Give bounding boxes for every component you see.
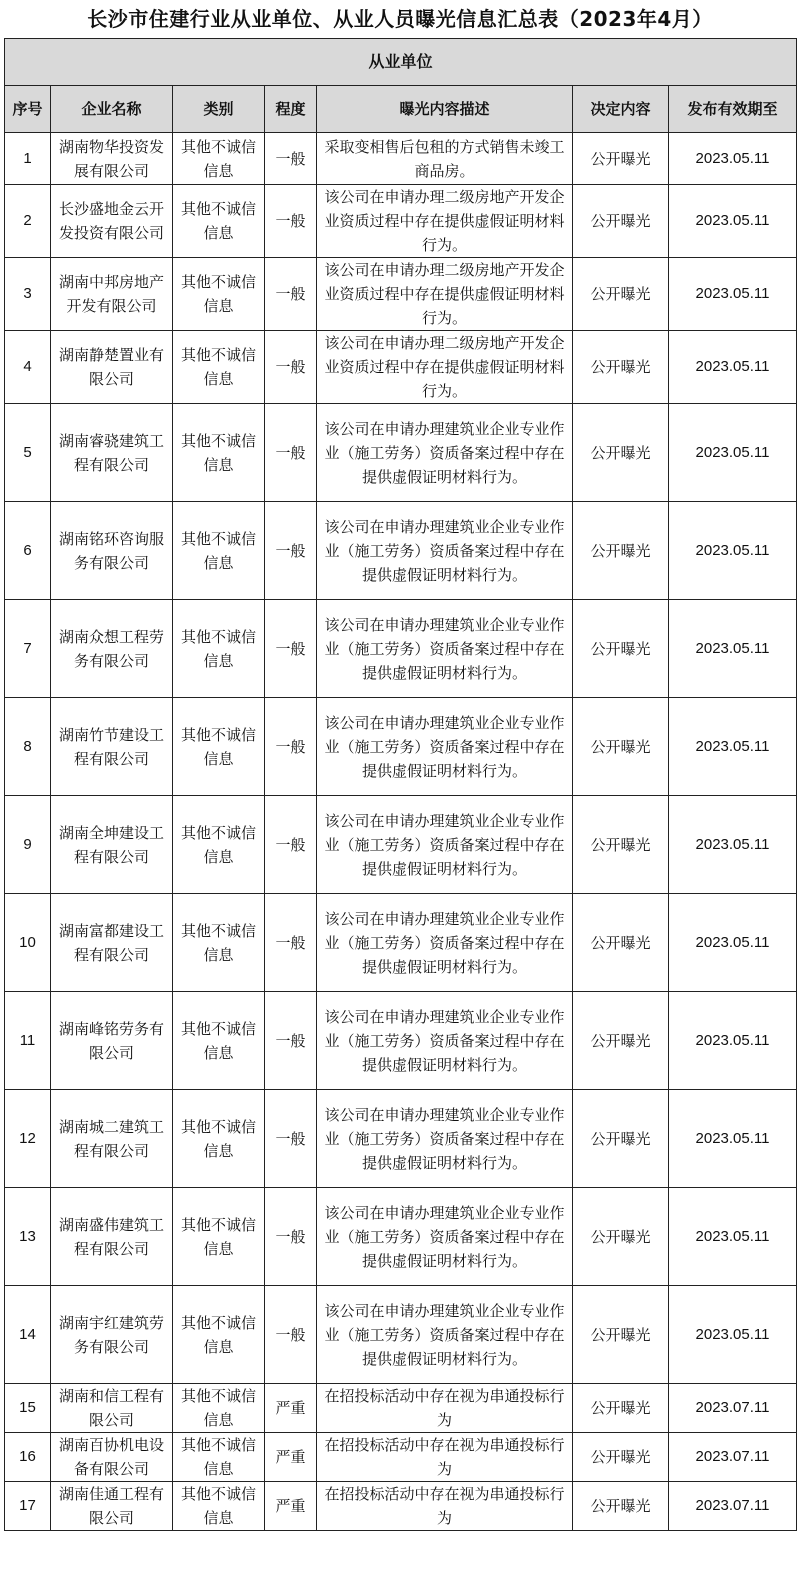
cell-decision: 公开曝光 bbox=[573, 502, 669, 600]
table-row bbox=[5, 1384, 797, 1433]
cell-degree: 一般 bbox=[265, 894, 317, 992]
cell-category: 其他不诚信信息 bbox=[173, 1482, 265, 1531]
exposure-table bbox=[4, 38, 797, 1531]
cell-index: 17 bbox=[5, 1482, 51, 1531]
document-title: 长沙市住建行业从业单位、从业人员曝光信息汇总表（2023年4月） bbox=[87, 7, 713, 31]
cell-category: 其他不诚信信息 bbox=[173, 331, 265, 404]
table-row bbox=[5, 258, 797, 331]
cell-valid-until: 2023.05.11 bbox=[669, 1286, 797, 1384]
cell-company: 湖南百协机电设备有限公司 bbox=[51, 1433, 173, 1482]
cell-description: 该公司在申请办理建筑业企业专业作业（施工劳务）资质备案过程中存在提供虚假证明材料行为。 bbox=[317, 1188, 573, 1286]
cell-degree: 一般 bbox=[265, 600, 317, 698]
cell-description: 该公司在申请办理建筑业企业专业作业（施工劳务）资质备案过程中存在提供虚假证明材料行为。 bbox=[317, 404, 573, 502]
cell-valid-until: 2023.05.11 bbox=[669, 894, 797, 992]
cell-degree: 严重 bbox=[265, 1482, 317, 1531]
cell-valid-until: 2023.05.11 bbox=[669, 404, 797, 502]
table-row bbox=[5, 992, 797, 1090]
cell-category: 其他不诚信信息 bbox=[173, 1188, 265, 1286]
cell-company: 湖南盛伟建筑工程有限公司 bbox=[51, 1188, 173, 1286]
cell-description: 该公司在申请办理建筑业企业专业作业（施工劳务）资质备案过程中存在提供虚假证明材料行为。 bbox=[317, 1090, 573, 1188]
cell-valid-until: 2023.07.11 bbox=[669, 1433, 797, 1482]
cell-decision: 公开曝光 bbox=[573, 258, 669, 331]
cell-company: 湖南全坤建设工程有限公司 bbox=[51, 796, 173, 894]
cell-index: 9 bbox=[5, 796, 51, 894]
cell-degree: 一般 bbox=[265, 185, 317, 258]
cell-company: 湖南富都建设工程有限公司 bbox=[51, 894, 173, 992]
cell-valid-until: 2023.05.11 bbox=[669, 502, 797, 600]
cell-valid-until: 2023.05.11 bbox=[669, 600, 797, 698]
cell-category: 其他不诚信信息 bbox=[173, 502, 265, 600]
cell-index: 10 bbox=[5, 894, 51, 992]
table-row bbox=[5, 1433, 797, 1482]
cell-company: 湖南城二建筑工程有限公司 bbox=[51, 1090, 173, 1188]
cell-description: 在招投标活动中存在视为串通投标行为 bbox=[317, 1433, 573, 1482]
cell-category: 其他不诚信信息 bbox=[173, 133, 265, 185]
cell-index: 1 bbox=[5, 133, 51, 185]
cell-decision: 公开曝光 bbox=[573, 1188, 669, 1286]
cell-decision: 公开曝光 bbox=[573, 1286, 669, 1384]
cell-decision: 公开曝光 bbox=[573, 992, 669, 1090]
section-label: 从业单位 bbox=[5, 39, 797, 86]
header-index: 序号 bbox=[5, 86, 51, 133]
cell-company: 湖南竹节建设工程有限公司 bbox=[51, 698, 173, 796]
cell-valid-until: 2023.07.11 bbox=[669, 1384, 797, 1433]
cell-category: 其他不诚信信息 bbox=[173, 404, 265, 502]
cell-description: 该公司在申请办理二级房地产开发企业资质过程中存在提供虚假证明材料行为。 bbox=[317, 185, 573, 258]
cell-index: 3 bbox=[5, 258, 51, 331]
cell-description: 该公司在申请办理二级房地产开发企业资质过程中存在提供虚假证明材料行为。 bbox=[317, 258, 573, 331]
cell-valid-until: 2023.05.11 bbox=[669, 1090, 797, 1188]
cell-decision: 公开曝光 bbox=[573, 600, 669, 698]
cell-description: 该公司在申请办理二级房地产开发企业资质过程中存在提供虚假证明材料行为。 bbox=[317, 331, 573, 404]
cell-index: 14 bbox=[5, 1286, 51, 1384]
cell-decision: 公开曝光 bbox=[573, 1090, 669, 1188]
cell-valid-until: 2023.05.11 bbox=[669, 133, 797, 185]
cell-index: 12 bbox=[5, 1090, 51, 1188]
cell-company: 湖南和信工程有限公司 bbox=[51, 1384, 173, 1433]
cell-valid-until: 2023.05.11 bbox=[669, 796, 797, 894]
cell-index: 11 bbox=[5, 992, 51, 1090]
header-valid-until: 发布有效期至 bbox=[669, 86, 797, 133]
cell-degree: 一般 bbox=[265, 796, 317, 894]
cell-decision: 公开曝光 bbox=[573, 404, 669, 502]
table-row bbox=[5, 698, 797, 796]
table-row bbox=[5, 796, 797, 894]
cell-valid-until: 2023.05.11 bbox=[669, 698, 797, 796]
cell-decision: 公开曝光 bbox=[573, 894, 669, 992]
cell-company: 长沙盛地金云开发投资有限公司 bbox=[51, 185, 173, 258]
cell-description: 该公司在申请办理建筑业企业专业作业（施工劳务）资质备案过程中存在提供虚假证明材料行为。 bbox=[317, 502, 573, 600]
cell-degree: 严重 bbox=[265, 1384, 317, 1433]
table-row bbox=[5, 1090, 797, 1188]
table-row bbox=[5, 1188, 797, 1286]
header-degree: 程度 bbox=[265, 86, 317, 133]
table-row bbox=[5, 133, 797, 185]
cell-category: 其他不诚信信息 bbox=[173, 796, 265, 894]
header-decision: 决定内容 bbox=[573, 86, 669, 133]
cell-degree: 严重 bbox=[265, 1433, 317, 1482]
cell-decision: 公开曝光 bbox=[573, 796, 669, 894]
cell-degree: 一般 bbox=[265, 258, 317, 331]
cell-category: 其他不诚信信息 bbox=[173, 600, 265, 698]
cell-degree: 一般 bbox=[265, 1286, 317, 1384]
cell-description: 该公司在申请办理建筑业企业专业作业（施工劳务）资质备案过程中存在提供虚假证明材料行为。 bbox=[317, 894, 573, 992]
cell-company: 湖南中邦房地产开发有限公司 bbox=[51, 258, 173, 331]
cell-decision: 公开曝光 bbox=[573, 133, 669, 185]
cell-decision: 公开曝光 bbox=[573, 1384, 669, 1433]
cell-index: 13 bbox=[5, 1188, 51, 1286]
cell-degree: 一般 bbox=[265, 1090, 317, 1188]
cell-category: 其他不诚信信息 bbox=[173, 894, 265, 992]
cell-valid-until: 2023.05.11 bbox=[669, 258, 797, 331]
table-row bbox=[5, 600, 797, 698]
cell-company: 湖南宇红建筑劳务有限公司 bbox=[51, 1286, 173, 1384]
cell-index: 7 bbox=[5, 600, 51, 698]
table-body bbox=[5, 133, 797, 1531]
cell-valid-until: 2023.07.11 bbox=[669, 1482, 797, 1531]
cell-valid-until: 2023.05.11 bbox=[669, 331, 797, 404]
table-row bbox=[5, 502, 797, 600]
cell-category: 其他不诚信信息 bbox=[173, 1433, 265, 1482]
section-header-row bbox=[5, 39, 797, 86]
cell-description: 在招投标活动中存在视为串通投标行为 bbox=[317, 1482, 573, 1531]
cell-valid-until: 2023.05.11 bbox=[669, 185, 797, 258]
cell-description: 该公司在申请办理建筑业企业专业作业（施工劳务）资质备案过程中存在提供虚假证明材料行为。 bbox=[317, 600, 573, 698]
column-header-row bbox=[5, 86, 797, 133]
header-description: 曝光内容描述 bbox=[317, 86, 573, 133]
cell-index: 2 bbox=[5, 185, 51, 258]
cell-index: 5 bbox=[5, 404, 51, 502]
cell-company: 湖南静楚置业有限公司 bbox=[51, 331, 173, 404]
cell-degree: 一般 bbox=[265, 404, 317, 502]
cell-degree: 一般 bbox=[265, 133, 317, 185]
cell-category: 其他不诚信信息 bbox=[173, 992, 265, 1090]
cell-description: 该公司在申请办理建筑业企业专业作业（施工劳务）资质备案过程中存在提供虚假证明材料行为。 bbox=[317, 796, 573, 894]
cell-decision: 公开曝光 bbox=[573, 1433, 669, 1482]
cell-decision: 公开曝光 bbox=[573, 698, 669, 796]
cell-company: 湖南睿骁建筑工程有限公司 bbox=[51, 404, 173, 502]
cell-description: 在招投标活动中存在视为串通投标行为 bbox=[317, 1384, 573, 1433]
cell-decision: 公开曝光 bbox=[573, 1482, 669, 1531]
table-row bbox=[5, 404, 797, 502]
cell-index: 16 bbox=[5, 1433, 51, 1482]
cell-decision: 公开曝光 bbox=[573, 331, 669, 404]
cell-valid-until: 2023.05.11 bbox=[669, 1188, 797, 1286]
header-category: 类别 bbox=[173, 86, 265, 133]
cell-category: 其他不诚信信息 bbox=[173, 1286, 265, 1384]
cell-description: 采取变相售后包租的方式销售未竣工商品房。 bbox=[317, 133, 573, 185]
cell-company: 湖南佳通工程有限公司 bbox=[51, 1482, 173, 1531]
header-company: 企业名称 bbox=[51, 86, 173, 133]
table-row bbox=[5, 331, 797, 404]
cell-index: 15 bbox=[5, 1384, 51, 1433]
cell-company: 湖南众想工程劳务有限公司 bbox=[51, 600, 173, 698]
cell-category: 其他不诚信信息 bbox=[173, 698, 265, 796]
table-row bbox=[5, 894, 797, 992]
cell-index: 4 bbox=[5, 331, 51, 404]
cell-index: 8 bbox=[5, 698, 51, 796]
cell-decision: 公开曝光 bbox=[573, 185, 669, 258]
cell-description: 该公司在申请办理建筑业企业专业作业（施工劳务）资质备案过程中存在提供虚假证明材料行为。 bbox=[317, 992, 573, 1090]
cell-degree: 一般 bbox=[265, 698, 317, 796]
cell-degree: 一般 bbox=[265, 992, 317, 1090]
cell-category: 其他不诚信信息 bbox=[173, 1090, 265, 1188]
table-row bbox=[5, 1482, 797, 1531]
cell-category: 其他不诚信信息 bbox=[173, 1384, 265, 1433]
cell-category: 其他不诚信信息 bbox=[173, 185, 265, 258]
cell-company: 湖南峰铭劳务有限公司 bbox=[51, 992, 173, 1090]
cell-valid-until: 2023.05.11 bbox=[669, 992, 797, 1090]
table-row bbox=[5, 1286, 797, 1384]
table-row bbox=[5, 185, 797, 258]
cell-description: 该公司在申请办理建筑业企业专业作业（施工劳务）资质备案过程中存在提供虚假证明材料行为。 bbox=[317, 698, 573, 796]
cell-degree: 一般 bbox=[265, 331, 317, 404]
cell-index: 6 bbox=[5, 502, 51, 600]
cell-degree: 一般 bbox=[265, 502, 317, 600]
cell-description: 该公司在申请办理建筑业企业专业作业（施工劳务）资质备案过程中存在提供虚假证明材料行为。 bbox=[317, 1286, 573, 1384]
cell-category: 其他不诚信信息 bbox=[173, 258, 265, 331]
cell-degree: 一般 bbox=[265, 1188, 317, 1286]
cell-company: 湖南铭环咨询服务有限公司 bbox=[51, 502, 173, 600]
cell-company: 湖南物华投资发展有限公司 bbox=[51, 133, 173, 185]
